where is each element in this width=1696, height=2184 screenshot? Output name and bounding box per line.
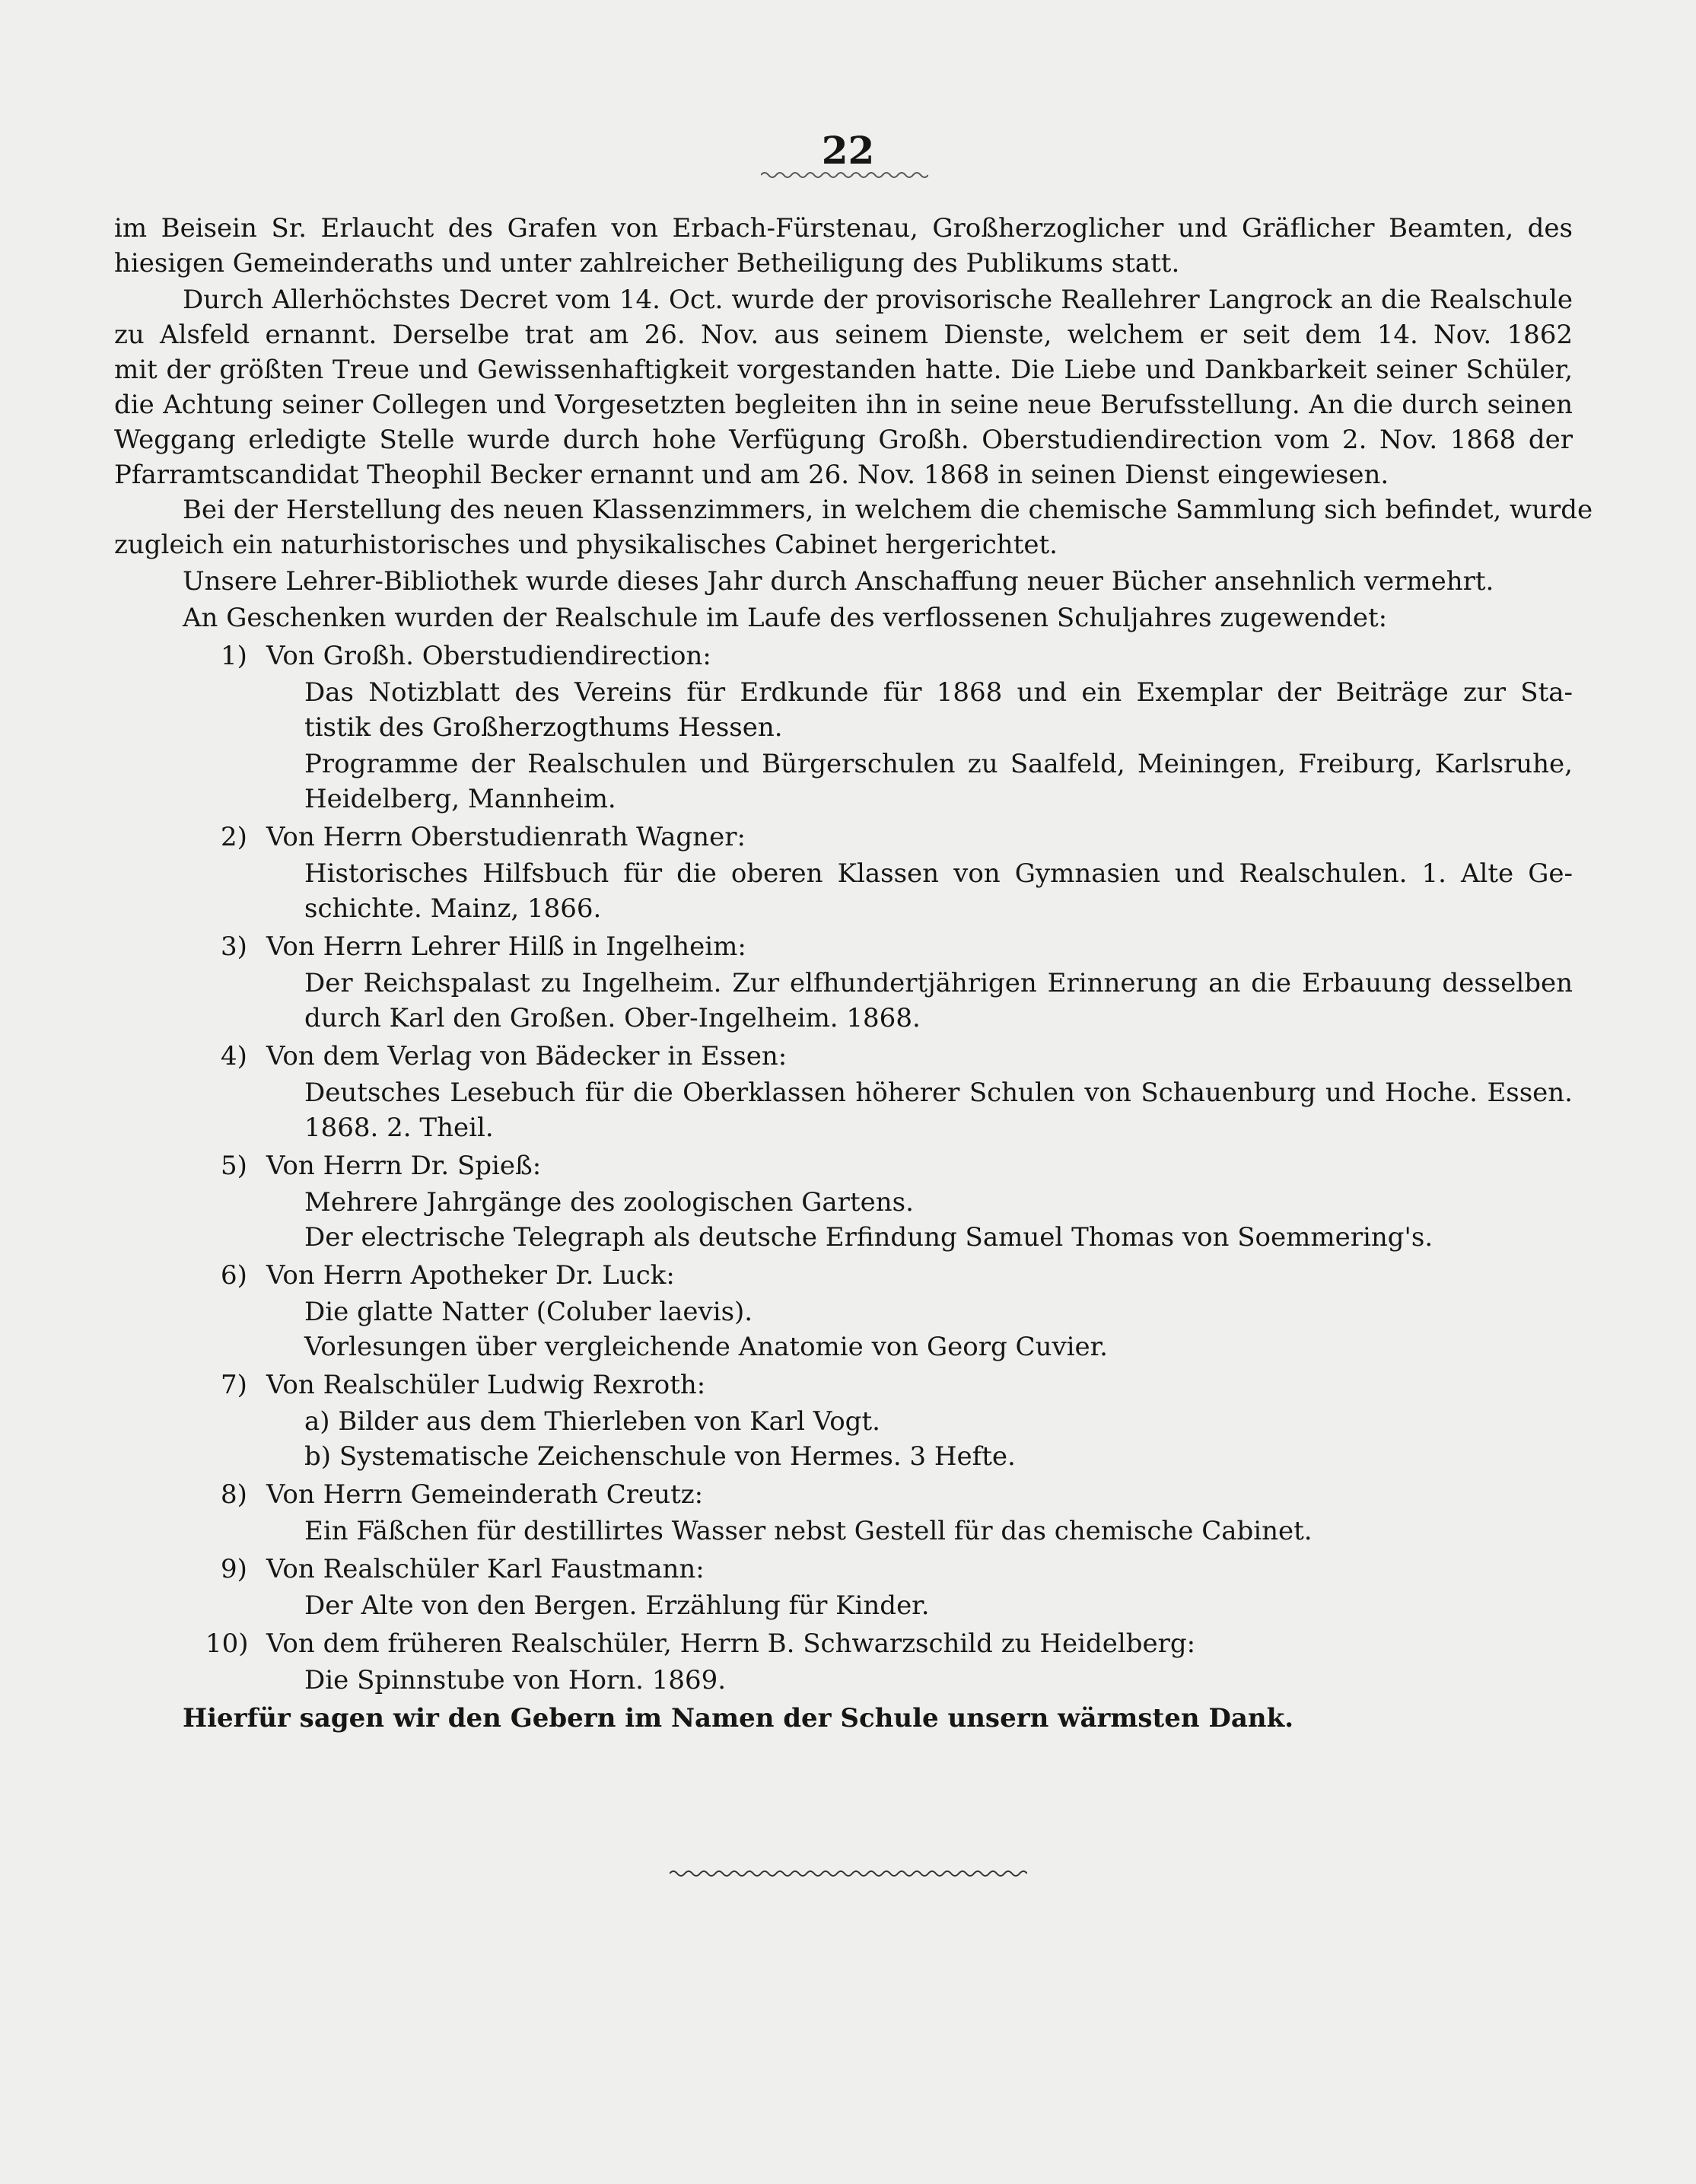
closing-line: Hierfür sagen wir den Gebern im Namen der Schule unsern wärmsten Dank. <box>183 1703 1294 1734</box>
gift-donor: Von Großh. Oberstudiendirection: <box>266 641 711 671</box>
gift-donor: Von Herrn Lehrer Hilß in Ingelheim: <box>266 931 746 962</box>
gift-item: b) Systematische Zeichenschule von Hermes. 3 Hefte. <box>304 1441 1016 1472</box>
text-line: Bei der Herstellung des neuen Klassenzimmers, in welchem die chemische Sammlung sich befindet, wurde <box>183 495 1593 525</box>
gift-number: 1) <box>221 641 247 671</box>
gift-item: Vorlesungen über vergleichende Anatomie von Georg Cuvier. <box>304 1332 1108 1362</box>
gift-item: durch Karl den Großen. Ober-Ingelheim. 1868. <box>304 1003 921 1033</box>
gift-item: Der Alte von den Bergen. Erzählung für Kinder. <box>304 1590 930 1621</box>
gift-item: a) Bilder aus dem Thierleben von Karl Vogt. <box>304 1406 880 1437</box>
gift-donor: Von Herrn Gemeinderath Creutz: <box>266 1479 704 1510</box>
gift-item: tistik des Großherzogthums Hessen. <box>304 712 783 743</box>
text-line: Durch Allerhöchstes Decret vom 14. Oct. wurde der provisorische Reallehrer Langrock an die Realschule <box>183 285 1573 315</box>
gift-item: Deutsches Lesebuch für die Oberklassen höherer Schulen von Schauenburg und Hoche. Essen. <box>304 1078 1573 1108</box>
gift-item: schichte. Mainz, 1866. <box>304 893 602 924</box>
gift-item: Ein Fäßchen für destillirtes Wasser nebst Gestell für das chemische Cabinet. <box>304 1516 1313 1546</box>
gift-number: 4) <box>221 1041 247 1071</box>
gift-number: 6) <box>221 1260 247 1291</box>
gift-item: Das Notizblatt des Vereins für Erdkunde für 1868 und ein Exemplar der Beiträge zur Sta- <box>304 677 1573 708</box>
gift-item: Der Reichspalast zu Ingelheim. Zur elfhundertjährigen Erinnerung an die Erbauung desselben <box>304 968 1573 998</box>
text-line: zugleich ein naturhistorisches und physikalisches Cabinet hergerichtet. <box>114 530 1058 560</box>
gift-number: 10) <box>205 1628 249 1659</box>
gift-donor: Von Herrn Apotheker Dr. Luck: <box>266 1260 675 1291</box>
gift-donor: Von Herrn Dr. Spieß: <box>266 1151 542 1181</box>
text-line: An Geschenken wurden der Realschule im Laufe des verflossenen Schuljahres zugewendet: <box>183 603 1388 633</box>
text-line: mit der größten Treue und Gewissenhaftigkeit vorgestanden hatte. Die Liebe und Dankbarkeit seiner Schüler, <box>114 355 1573 385</box>
gift-donor: Von Realschüler Ludwig Rexroth: <box>266 1370 706 1400</box>
gift-number: 5) <box>221 1151 247 1181</box>
gift-donor: Von dem Verlag von Bädecker in Essen: <box>266 1041 788 1071</box>
text-line: zu Alsfeld ernannt. Derselbe trat am 26. Nov. aus seinem Dienste, welchem er seit dem 14. Nov. 1862 <box>114 320 1573 350</box>
text-line: hiesigen Gemeinderaths und unter zahlreicher Betheiligung des Publikums statt. <box>114 248 1180 279</box>
gift-number: 9) <box>221 1554 247 1584</box>
gift-item: 1868. 2. Theil. <box>304 1113 494 1143</box>
gift-item: Der electrische Telegraph als deutsche Erfindung Samuel Thomas von Soemmering's. <box>304 1222 1433 1253</box>
gift-donor: Von dem früheren Realschüler, Herrn B. Schwarzschild zu Heidelberg: <box>266 1628 1196 1659</box>
gift-donor: Von Herrn Oberstudienrath Wagner: <box>266 822 746 852</box>
page-number: 22 <box>821 128 875 173</box>
gift-item: Die glatte Natter (Coluber laevis). <box>304 1297 753 1327</box>
gift-number: 8) <box>221 1479 247 1510</box>
gift-item: Mehrere Jahrgänge des zoologischen Gartens. <box>304 1187 914 1218</box>
gift-item: Heidelberg, Mannheim. <box>304 784 616 814</box>
gift-number: 2) <box>221 822 247 852</box>
gift-item: Die Spinnstube von Horn. 1869. <box>304 1665 727 1695</box>
text-line: die Achtung seiner Collegen und Vorgesetzten begleiten ihn in seine neue Berufsstellung. An die durch seinen <box>114 390 1573 420</box>
gift-item: Programme der Realschulen und Bürgerschulen zu Saalfeld, Meiningen, Freiburg, Karlsruhe, <box>304 749 1573 779</box>
gift-donor: Von Realschüler Karl Faustmann: <box>266 1554 705 1584</box>
text-line: im Beisein Sr. Erlaucht des Grafen von Erbach-Fürstenau, Großherzoglicher und Gräflicher Beamten, des <box>114 213 1573 244</box>
text-line: Unsere Lehrer-Bibliothek wurde dieses Jahr durch Anschaffung neuer Bücher ansehnlich vermehrt. <box>183 566 1494 597</box>
closing-ornament-rule <box>670 1868 1027 1879</box>
text-line: Weggang erledigte Stelle wurde durch hohe Verfügung Großh. Oberstudiendirection vom 2. Nov. 1868 der <box>114 425 1573 455</box>
gift-number: 3) <box>221 931 247 962</box>
gift-number: 7) <box>221 1370 247 1400</box>
gift-item: Historisches Hilfsbuch für die oberen Klassen von Gymnasien und Realschulen. 1. Alte Ge- <box>304 858 1573 889</box>
header-ornament <box>761 169 928 181</box>
text-line: Pfarramtscandidat Theophil Becker ernannt und am 26. Nov. 1868 in seinen Dienst eingewiesen. <box>114 460 1389 490</box>
